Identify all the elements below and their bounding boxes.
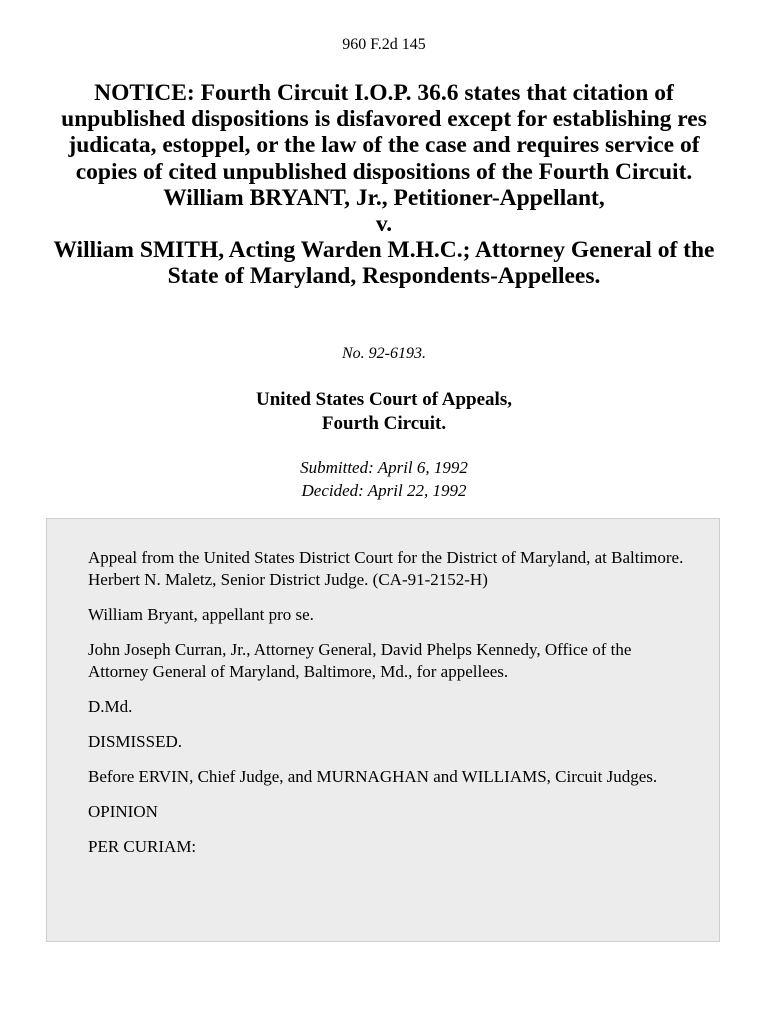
opinion-label: OPINION	[88, 802, 158, 821]
court-name-line1: United States Court of Appeals,	[256, 389, 512, 410]
case-citation: 960 F.2d 145	[342, 36, 426, 53]
district-text: D.Md.	[88, 697, 133, 716]
case-dates	[0, 456, 768, 502]
docket-number: No. 92-6193.	[342, 345, 426, 362]
court-name-line2: Fourth Circuit.	[321, 413, 447, 434]
panel-text: Before ERVIN, Chief Judge, and MURNAGHAN and WILLIAMS, Circuit Judges.	[88, 767, 658, 786]
appellee-counsel-text: John Joseph Curran, Jr., Attorney General, David Phelps Kennedy, Office of the Attorney General of Maryland, Baltimore, Md., for appellees.	[88, 640, 632, 681]
petitioner-line: William BRYANT, Jr., Petitioner-Appellant,	[163, 184, 605, 211]
disposition-text: DISMISSED.	[88, 732, 182, 751]
respondents-line: William SMITH, Acting Warden M.H.C.; Attorney General of the State of Maryland, Respondents-Appellees.	[53, 237, 715, 290]
case-details-content	[88, 547, 688, 871]
case-heading	[40, 80, 728, 290]
appellant-counsel-text: William Bryant, appellant pro se.	[88, 605, 314, 624]
court-name	[0, 388, 768, 436]
notice-text: NOTICE: Fourth Circuit I.O.P. 36.6 states that citation of unpublished dispositions is disfavored except for establishing res judicata, estoppel, or the law of the case and requires service of copies of cited unpublished dispositions of the Fourth Circuit.	[61, 80, 707, 185]
appeal-from-text: Appeal from the United States District Court for the District of Maryland, at Baltimore. Herbert N. Maletz, Senior District Judge. (CA-91-2152-H)	[88, 548, 684, 589]
per-curiam-label: PER CURIAM:	[88, 837, 197, 856]
submitted-date: Submitted: April 6, 1992	[300, 458, 468, 477]
case-details-box	[46, 518, 720, 942]
decided-date: Decided: April 22, 1992	[301, 481, 467, 500]
versus-line: v.	[375, 211, 393, 238]
